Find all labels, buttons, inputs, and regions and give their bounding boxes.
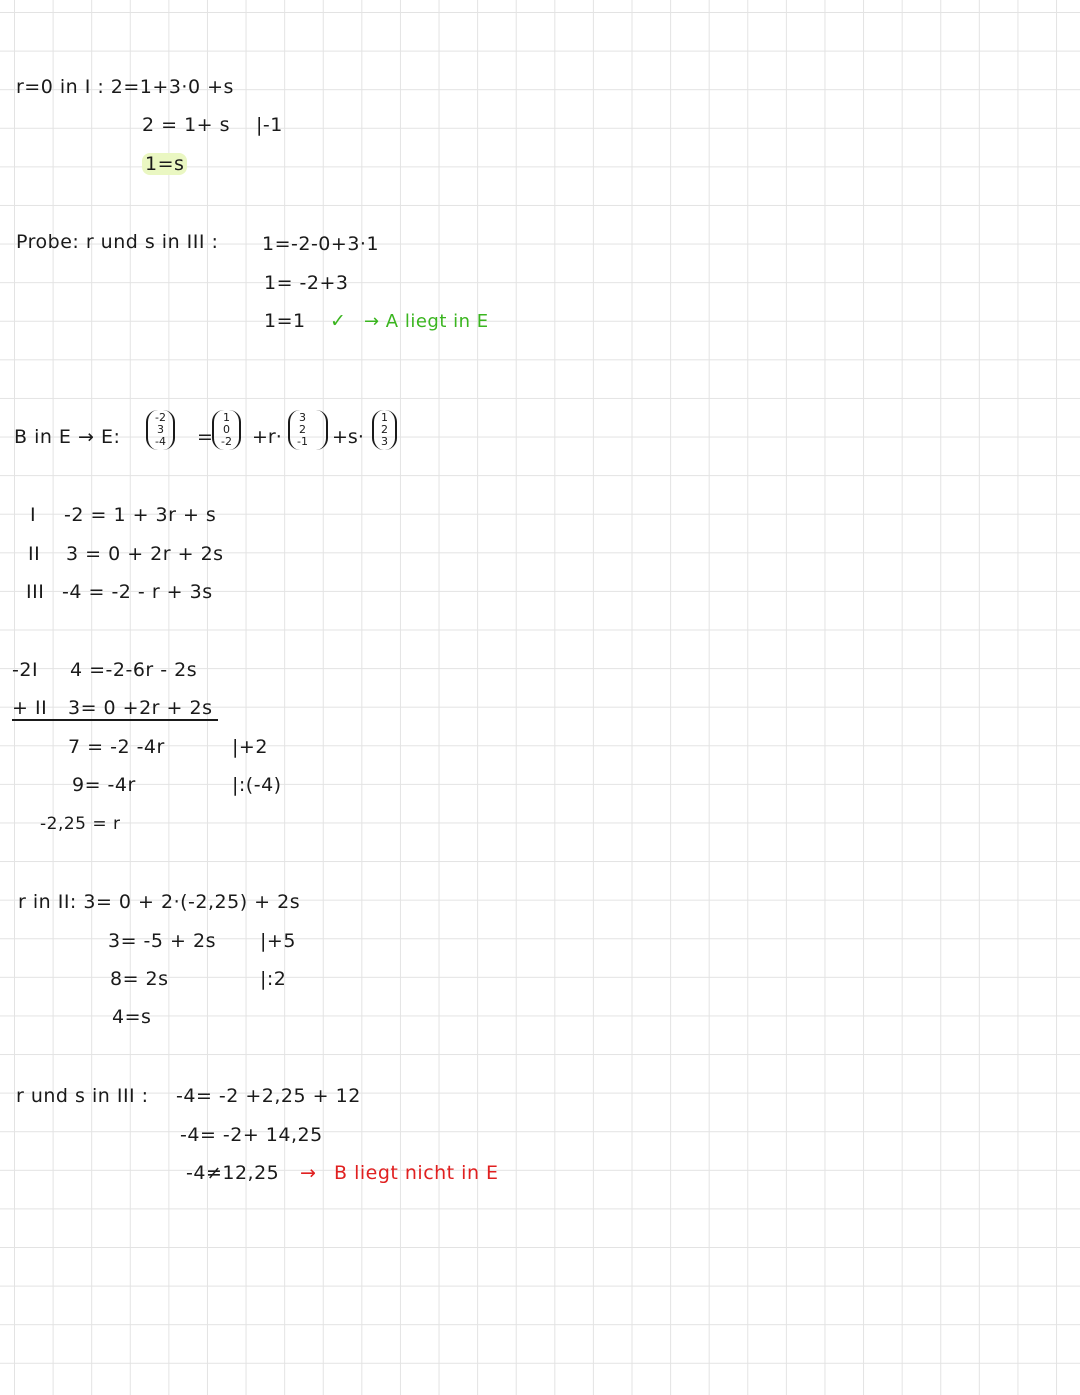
vec-b-z: -4: [155, 435, 166, 448]
conclusion-B-not-in-E: B liegt nicht in E: [334, 1162, 499, 1184]
sys-eq-III: -4 = -2 - r + 3s: [62, 581, 213, 603]
elim-note-3: |+2: [232, 736, 268, 758]
probe2-arrow: →: [300, 1162, 317, 1184]
vector-support: [212, 410, 241, 450]
sys-label-I: I: [30, 504, 37, 526]
line-8-eq-2s: 8= 2s: [110, 968, 169, 990]
vec-b-y: 3: [156, 423, 164, 436]
elim-eq-4: 9= -4r: [72, 774, 136, 796]
result-r: -2,25 = r: [40, 814, 121, 834]
check-mark: ✓: [330, 310, 347, 332]
b-in-e-prefix: B in E → E:: [14, 426, 121, 448]
sys-label-III: III: [26, 581, 45, 603]
elim-eq-3: 7 = -2 -4r: [68, 736, 165, 758]
vec-r-x: 3: [298, 411, 306, 424]
result-s-highlight: 1=s: [142, 153, 187, 175]
vec-b-x: -2: [155, 411, 166, 424]
plus-r: +r·: [252, 426, 282, 448]
conclusion-A-in-E: → A liegt in E: [364, 311, 489, 332]
result-s-4: 4=s: [112, 1006, 152, 1028]
probe-line-3: 1=1: [264, 310, 306, 332]
vec-sup-z: -2: [221, 435, 232, 448]
probe-line-1: 1=-2-0+3·1: [262, 233, 380, 255]
line-r-in-II: r in II: 3= 0 + 2·(-2,25) + 2s: [18, 891, 301, 913]
probe2-line-2: -4= -2+ 14,25: [180, 1124, 323, 1146]
probe-line-2: 1= -2+3: [264, 272, 349, 294]
equals-sign: =: [197, 426, 213, 448]
vec-s-y: 2: [381, 423, 388, 436]
elim-eq-1: 4 =-2-6r - 2s: [70, 659, 198, 681]
elim-label-1: -2I: [12, 659, 39, 681]
sys-label-II: II: [28, 543, 41, 565]
vec-sup-x: 1: [222, 411, 230, 424]
vector-point-b: [146, 410, 175, 450]
note-minus-1: |-1: [256, 114, 283, 136]
plus-s: +s·: [332, 426, 364, 448]
line-3-eq: 3= -5 + 2s: [108, 930, 216, 952]
line-2-eq-1-plus-s: 2 = 1+ s: [142, 114, 231, 136]
note-plus-5: |+5: [260, 930, 296, 952]
vec-sup-y: 0: [222, 423, 230, 436]
sys-eq-I: -2 = 1 + 3r + s: [64, 504, 217, 526]
line-r0-in-I: r=0 in I : 2=1+3·0 +s: [16, 76, 234, 98]
sys-eq-II: 3 = 0 + 2r + 2s: [66, 543, 224, 565]
sum-underline: [12, 719, 218, 721]
vector-s: [372, 410, 397, 450]
probe2-line-1: -4= -2 +2,25 + 12: [176, 1085, 361, 1107]
vec-r-z: -1: [297, 435, 308, 448]
vec-r-y: 2: [298, 423, 306, 436]
probe-label: Probe: r und s in III :: [16, 231, 219, 253]
note-div-2: |:2: [260, 968, 287, 990]
result-s: [142, 155, 187, 174]
vec-s-x: 1: [381, 411, 388, 424]
elim-label-2: + II: [12, 697, 48, 719]
probe2-line-3: -4≠12,25: [186, 1162, 280, 1184]
probe2-label: r und s in III :: [16, 1085, 149, 1107]
elim-eq-2: 3= 0 +2r + 2s: [68, 697, 213, 719]
elim-note-4: |:(-4): [232, 774, 282, 796]
vector-r: [288, 410, 328, 450]
vec-s-z: 3: [381, 435, 388, 448]
